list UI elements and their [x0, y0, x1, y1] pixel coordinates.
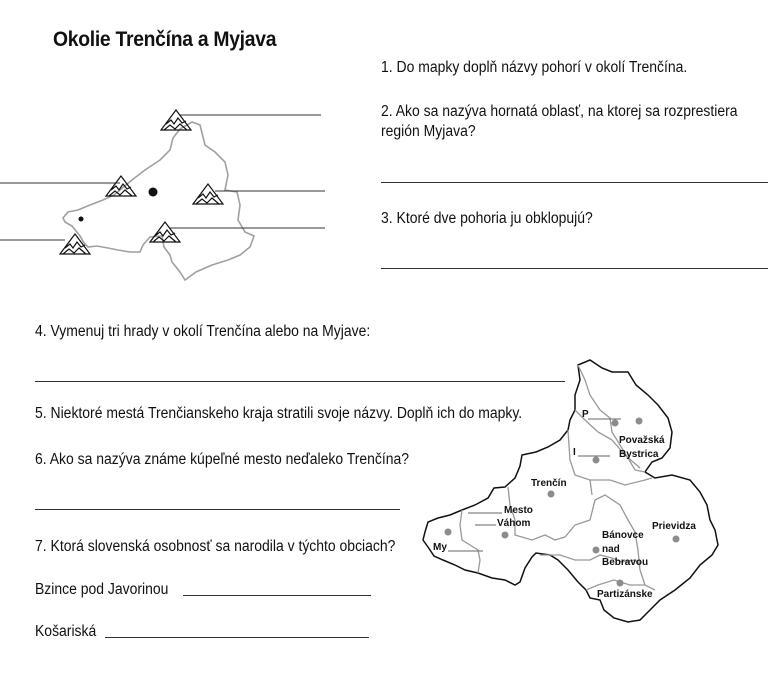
map-label-p: P	[582, 409, 589, 420]
city-dot-icon	[593, 457, 600, 464]
city-dot-icon	[636, 418, 643, 425]
city-dot-icon	[617, 580, 624, 587]
question-1: 1. Do mapky doplň názvy pohorí v okolí Trenčína.	[381, 59, 688, 76]
village-2-label: Košariská	[35, 623, 97, 640]
question-7: 7. Ktorá slovenská osobnosť sa narodila v týchto obciach?	[35, 538, 396, 555]
question-6: 6. Ako sa nazýva známe kúpeľné mesto neďaleko Trenčína?	[35, 451, 410, 468]
map-label-partizanske: Partizánske	[597, 589, 653, 600]
answer-line-village-2[interactable]	[105, 637, 369, 638]
map-label-bystrica: Bystrica	[619, 449, 659, 460]
village-1-label: Bzince pod Javorinou	[35, 581, 169, 598]
trencin-dot-icon	[149, 188, 158, 197]
answer-line-3[interactable]	[381, 268, 768, 269]
answer-line-4[interactable]	[35, 381, 565, 382]
mountain-icon	[193, 184, 223, 204]
question-4: 4. Vymenuj tri hrady v okolí Trenčína alebo na Myjave:	[35, 323, 371, 340]
map-label-i: I	[573, 447, 576, 458]
question-3: 3. Ktoré dve pohoria ju obklopujú?	[381, 210, 593, 227]
map-label-vahom: Váhom	[497, 518, 531, 529]
kraj-outline	[423, 360, 718, 622]
map-label-prievidza: Prievidza	[652, 521, 696, 532]
city-dot-icon	[445, 529, 452, 536]
answer-line-village-1[interactable]	[183, 595, 371, 596]
answer-line-6[interactable]	[35, 509, 400, 510]
region-map	[423, 360, 718, 622]
map-label-povazska: Považská	[619, 435, 665, 446]
map-label-banovce: Bánovce	[602, 530, 644, 541]
mountain-icon	[106, 176, 136, 196]
question-2-line2: región Myjava?	[381, 123, 476, 140]
page-title: Okolie Trenčína a Myjava	[53, 28, 277, 51]
city-dot-icon	[612, 420, 619, 427]
city-dot-icon	[548, 491, 555, 498]
map-label-nad: nad	[602, 544, 620, 555]
region-outline	[63, 122, 254, 280]
mountain-icon	[150, 222, 180, 242]
map-label-trencin: Trenčín	[531, 478, 567, 489]
map-label-bebravou: Bebravou	[602, 557, 649, 568]
city-dot-icon	[673, 536, 680, 543]
city-dot-icon	[593, 547, 600, 554]
myjava-dot-icon	[79, 217, 84, 222]
map-label-mesto: Mesto	[504, 505, 533, 516]
city-dot-icon	[502, 532, 509, 539]
answer-line-2[interactable]	[381, 182, 768, 183]
question-2-line1: 2. Ako sa nazýva hornatá oblasť, na ktorej sa rozprestiera	[381, 103, 738, 120]
mountain-icon	[161, 110, 191, 130]
question-5: 5. Niektoré mestá Trenčianskeho kraja stratili svoje názvy. Doplň ich do mapky.	[35, 405, 523, 422]
map-label-my: My	[433, 542, 447, 553]
